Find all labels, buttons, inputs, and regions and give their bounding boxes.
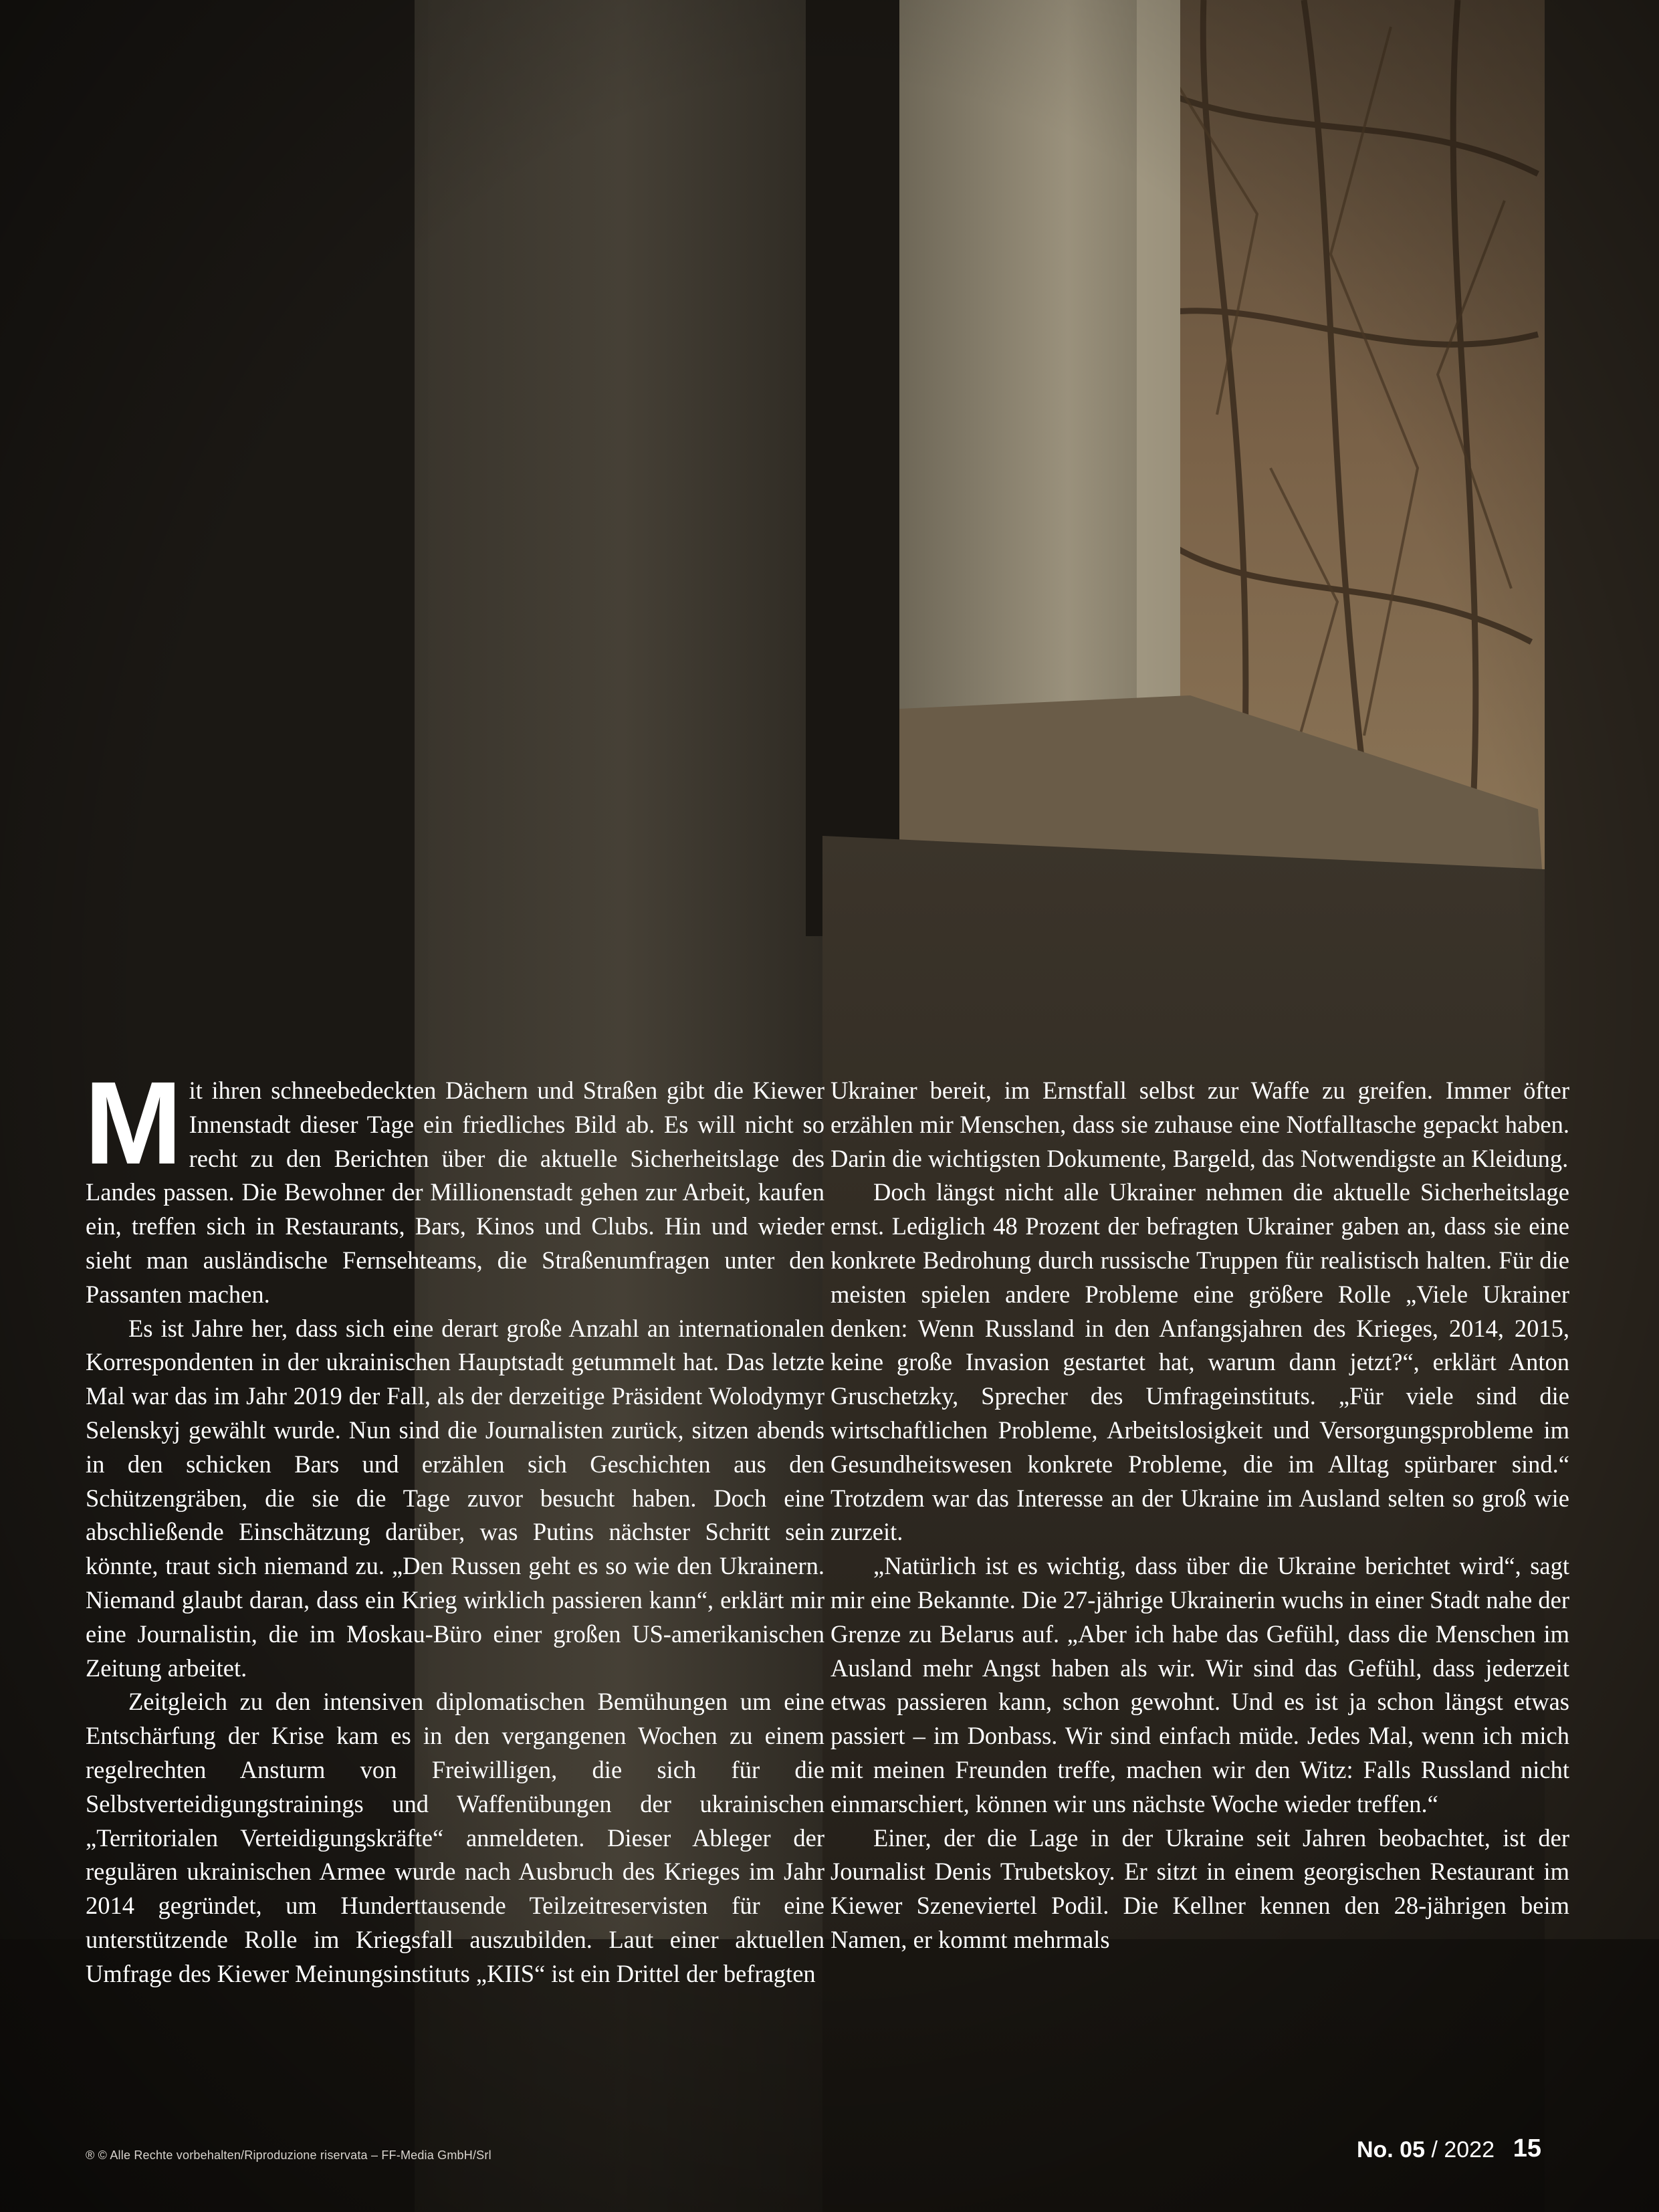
article-paragraph-7: Einer, der die Lage in der Ukraine seit Jahren beobachtet, ist der Journalist Denis Trubetskoy. Er sitzt in einem georgischen Restaurant im Kiewer Szeneviertel Podil. Die Kellner kennen den 28-jährigen beim Namen, er kommt mehrmals bbox=[831, 1823, 1569, 1953]
article-paragraph-2: Es ist Jahre her, dass sich eine derart große Anzahl an internationalen Korrespondenten in der ukrainischen Hauptstadt getummelt hat. Das letzte Mal war das im Jahr 2019 der Fall, als der derzeitige Präsident Wolodymyr Selenskyj gewählt wurde. Nun sind die Journalisten zurück, sitzen abends in den schicken Bars und erzählen sich Geschichten aus den Schützengräben, die sie die Tage zuvor besucht haben. Doch eine abschließende Einschätzung darüber, was Putins nächster Schritt sein könnte, traut sich niemand zu. „Den Russen geht es so wie den Ukrainern. Niemand glaubt daran, dass ein Krieg wirklich passieren kann“, erklärt mir eine Journalistin, die im Moskau-Büro einer großen US-amerikanischen Zeitung arbeitet. bbox=[86, 1314, 824, 1682]
page-number: 15 bbox=[1513, 2134, 1541, 2163]
article-paragraph-3: Zeitgleich zu den intensiven diplomatischen Bemühungen um eine Entschärfung der Krise kam es in den vergangenen Wochen zu einem regelrechten Ansturm von Freiwilligen, die sich für die Selbstverteidigungstrainings und Waffenübungen der ukrainischen „Territorialen Verteidigungskräfte“ anmeldeten. Dieser Ableger der regulären ukrainischen Armee wurde nach Ausbruch des Krieges im Jahr 2014 gegründet, um Hunderttausende Teilzeitreservisten für eine unterstützende Rolle im Kriegsfall auszubilden. Laut einer aktuellen Umfrage des Kiewer Meinungsinstituts „KIIS“ ist ein Drittel der befragten bbox=[86, 1688, 824, 1987]
article-paragraph-5: Doch längst nicht alle Ukrainer nehmen die aktuelle Sicherheitslage ernst. Lediglich 48 Prozent der befragten Ukrainer gaben an, dass sie eine konkrete Bedrohung durch russische Truppen für realistisch halten. Für die meisten spielen andere Probleme eine größere Rolle „Viele Ukrainer denken: Wenn Russland in den Anfangsjahren des Krieges, 2014, 2015, keine große Invasion gestartet hat, warum dann jetzt?“, erklärt Anton Gruschetzky, Sprecher des Umfrageinstituts. „Für viele sind die wirtschaftlichen Probleme, Arbeitslosigkeit und Versorgungsprobleme im Gesundheitswesen konkrete Probleme, die im Alltag spürbarer sind.“ Trotzdem war das Interesse an der Ukraine im Ausland selten so groß wie zurzeit. bbox=[831, 1178, 1569, 1546]
copyright-notice: ® © Alle Rechte vorbehalten/Riproduzione riservata – FF-Media GmbH/Srl bbox=[86, 2148, 491, 2162]
drop-cap: M bbox=[84, 1058, 183, 1189]
issue-number: No. 05 bbox=[1356, 2137, 1426, 2163]
issue-label bbox=[1357, 2137, 1495, 2163]
article-left-column bbox=[84, 1058, 824, 1991]
article-paragraph-6: „Natürlich ist es wichtig, dass über die Ukraine berichtet wird“, sagt mir eine Bekannte. Die 27-jährige Ukrainerin wuchs in einer Stadt nahe der Grenze zu Belarus auf. „Aber ich habe das Gefühl, dass die Menschen im Ausland mehr Angst haben als wir. Wir sind das Gefühl, dass jederzeit etwas passieren kann, schon gewohnt. Und es ist ja schon längst etwas passiert – im Donbass. Wir sind einfach müde. Jedes Mal, wenn ich mich mit meinen Freunden treffe, machen wir den Witz: Falls Russland nicht einmarschiert, können wir uns nächste Woche wieder treffen.“ bbox=[831, 1552, 1569, 1817]
article-right-column bbox=[831, 1074, 1569, 1957]
article-paragraph-1: Mit ihren schneebedeckten Dächern und Straßen gibt die Kiewer Innenstadt dieser Tage ein friedliches Bild ab. Es will nicht so recht zu den Berichten über die aktuelle Sicherheitslage des Landes passen. Die Bewohner der Millionenstadt gehen zur Arbeit, kaufen ein, treffen sich in Restaurants, Bars, Kinos und Clubs. Hin und wieder sieht man ausländische Fernsehteams, die Straßenumfragen unter den Passanten machen. bbox=[84, 1058, 824, 1308]
issue-separator: / bbox=[1425, 2137, 1444, 2163]
article-paragraph-4: Ukrainer bereit, im Ernstfall selbst zur Waffe zu greifen. Immer öfter erzählen mir Menschen, dass sie zuhause eine Notfalltasche gepackt haben. Darin die wichtigsten Dokumente, Bargeld, das Notwendigste an Kleidung. bbox=[831, 1077, 1569, 1172]
issue-year: 2022 bbox=[1444, 2137, 1495, 2163]
